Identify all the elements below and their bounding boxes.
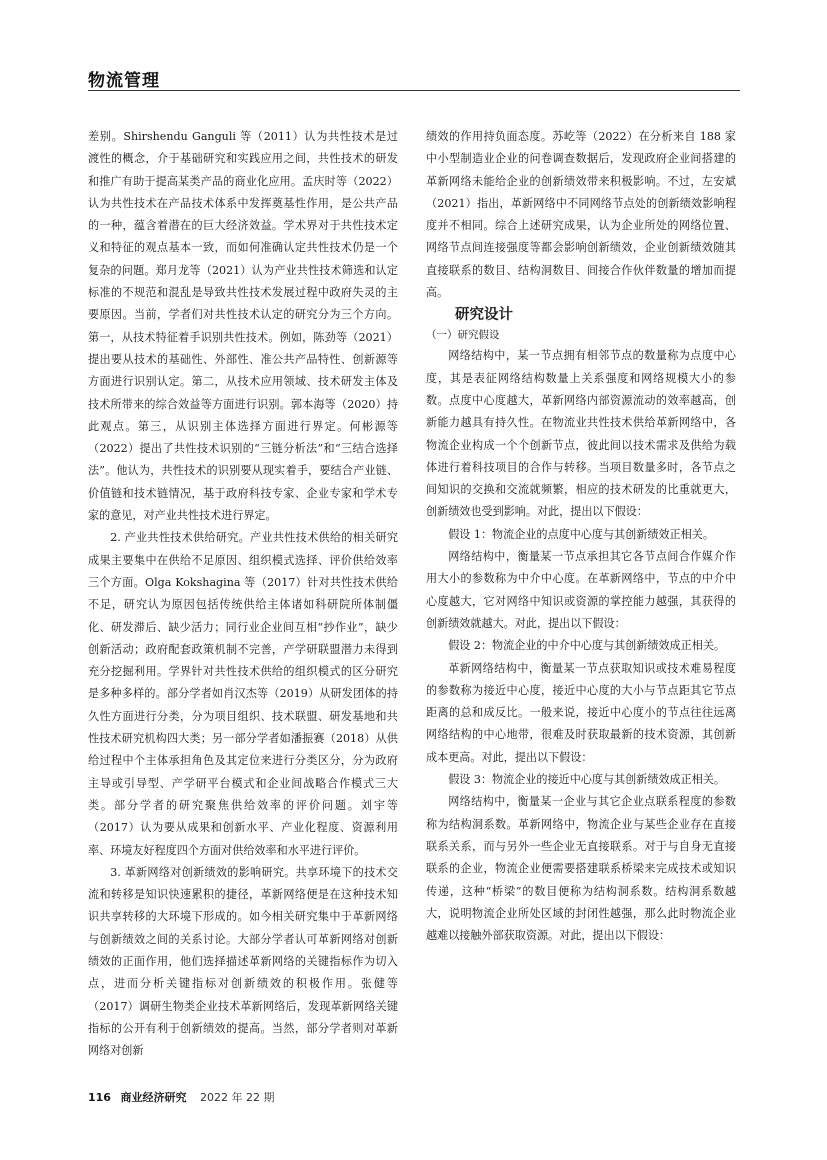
paragraph: 网络结构中，衡量某一企业与其它企业点联系程度的参数称为结构洞系数。革新网络中，物流企业与某些企业存在直接联系关系，而与另外一些企业无直接联系。对于与自身无直接联系的企业，物流企业便需要搭建联系桥梁来完成技术或知识传递，这种“桥梁”的数目便称为结构洞系数。结构洞系数越大，说明物流企业所处区域的封闭性越强，那么此时物流企业越难以接触外部获取资源。对此，提出以下假设： xyxy=(426,795,736,943)
hypothesis: 假设 3：物流企业的接近中心度与其创新绩效成正相关。 xyxy=(448,773,726,787)
paragraph: 网络结构中，某一节点拥有相邻节点的数量称为点度中心度，其是表征网络结构数量上关系强度和网络规模大小的参数。点度中心度越大，革新网络内部资源流动的效率越高，创新能力越具有持久性。在物流业共性技术供给革新网络中，各物流企业构成一个个创新节点，彼此间以技术需求及供给为载体进行着科技项目的合作与转移。当项目数量多时，各节点之间知识的交换和交流就频繁，相应的技术研发的比重就更大，创新绩效也受到影响。对此，提出以下假设： xyxy=(426,349,736,519)
journal-name: 商业经济研究 xyxy=(120,1091,187,1104)
right-column xyxy=(426,126,736,947)
section-header-title: 物流管理 xyxy=(88,71,160,91)
hypothesis: 假设 2：物流企业的中介中心度与其创新绩效成正相关。 xyxy=(448,639,726,653)
paragraph: 2. 产业共性技术供给研究。产业共性技术供给的相关研究成果主要集中在供给不足原因、组织模式选择、评价供给效率三个方面。Olga Kokshagina 等（2017）针对共性技术供给不足，研究认为原因包括传统供给主体诸如科研院所体制僵化、研发滞后、缺少活力；同行业企业间互相“抄作业”，缺少创新活动；政府配套政策机制不完善，产学研联盟潜力未得到充分挖掘利用。学界针对共性技术供给的组织模式的区分研究是多种多样的。部分学者如肖汉杰等（2019）从研发团体的持久性方面进行分类，分为项目组织、技术联盟、研发基地和共性技术研究机构四大类；另一部分学者如潘振赛（2018）从供给过程中个主体承担角色及其定位来进行分类区分，分为政府主导或引导型、产学研平台模式和企业间战略合作模式三大类。部分学者的研究聚焦供给效率的评价问题。刘宇等（2017）认为要从成果和创新水平、产业化程度、资源利用率、环境友好程度四个方面对供给效率和水平进行评价。 xyxy=(88,531,398,857)
paragraph: 差别。Shirshendu Ganguli 等（2011）认为共性技术是过渡性的概念，介于基础研究和实践应用之间，共性技术的研发和推广有助于提高某类产品的商业化应用。孟庆时等（2022）认为共性技术在产品技术体系中发挥奠基性作用，是公共产品的一种，蕴含着潜在的巨大经济效益。学术界对于共性技术定义和特征的观点基本一致，而如何准确认定共性技术仍是一个复杂的问题。郑月龙等（2021）认为产业共性技术筛选和认定标准的不规范和混乱是导致共性技术发展过程中政府失灵的主要原因。当前，学者们对共性技术认定的研究分为三个方向。第一，从技术特征着手识别共性技术。例如，陈劲等（2021）提出要从技术的基础性、外部性、准公共产品特性、创新源等方面进行识别认定。第二，从技术应用领域、技术研发主体及技术所带来的综合效益等方面进行识别。郭本海等（2020）持此观点。第三，从识别主体选择方面进行界定。何彬源等（2022）提出了共性技术识别的“三链分析法”和“三结合选择法”。他认为，共性技术的识别要从现实着手，要结合产业链、价值链和技术链情况，基于政府科技专家、企业专家和学术专家的意见，对产业共性技术进行界定。 xyxy=(88,130,398,523)
page-number: 116 xyxy=(88,1091,111,1104)
issue-label: 2022 年 22 期 xyxy=(199,1091,275,1104)
subsection-title: （一）研究假设 xyxy=(426,329,500,342)
header-rule xyxy=(88,90,740,91)
paragraph: 革新网络结构中，衡量某一节点获取知识或技术难易程度的参数称为接近中心度，接近中心度的大小与节点距其它节点距离的总和成反比。一般来说，接近中心度小的节点往往远离网络结构的中心地带，很难及时获取最新的技术资源，其创新成本更高。对此，提出以下假设： xyxy=(426,661,736,764)
page-footer xyxy=(88,1089,274,1105)
running-header xyxy=(88,66,740,91)
left-column xyxy=(88,126,398,1062)
paragraph: 网络结构中，衡量某一节点承担其它各节点间合作媒介作用大小的参数称为中介中心度。在革新网络中，节点的中介中心度越大，它对网络中知识或资源的掌控能力越强，其获得的创新绩效就越大。对此，提出以下假设： xyxy=(426,550,736,630)
paragraph: 绩效的作用持负面态度。苏屹等（2022）在分析来自 188 家中小型制造业企业的问卷调查数据后，发现政府企业间搭建的革新网络未能给企业的创新绩效带来积极影响。不过，左安斌（2021）指出，革新网络中不同网络节点处的创新绩效影响程度并不相同。综合上述研究成果，认为企业所处的网络位置、网络节点间连接强度等都会影响创新绩效，企业创新绩效随其直接联系的数目、结构洞数目、间接合作伙伴数量的增加而提高。 xyxy=(426,130,736,300)
hypothesis: 假设 1：物流企业的点度中心度与其创新绩效正相关。 xyxy=(448,527,714,541)
paragraph: 3. 革新网络对创新绩效的影响研究。共享环境下的技术交流和转移是知识快速累积的捷径，革新网络便是在这种技术知识共享转移的大环境下形成的。如今相关研究集中于革新网络与创新绩效之间的关系讨论。大部分学者认可革新网络对创新绩效的正面作用，他们选择描述革新网络的关键指标作为切入点，进而分析关键指标对创新绩效的积极作用。张健等（2017）调研生物类企业技术革新网络后，发现革新网络关键指标的公开有利于创新绩效的提高。当然，部分学者则对革新网络对创新 xyxy=(88,865,398,1058)
section-title: 研究设计 xyxy=(455,307,513,324)
